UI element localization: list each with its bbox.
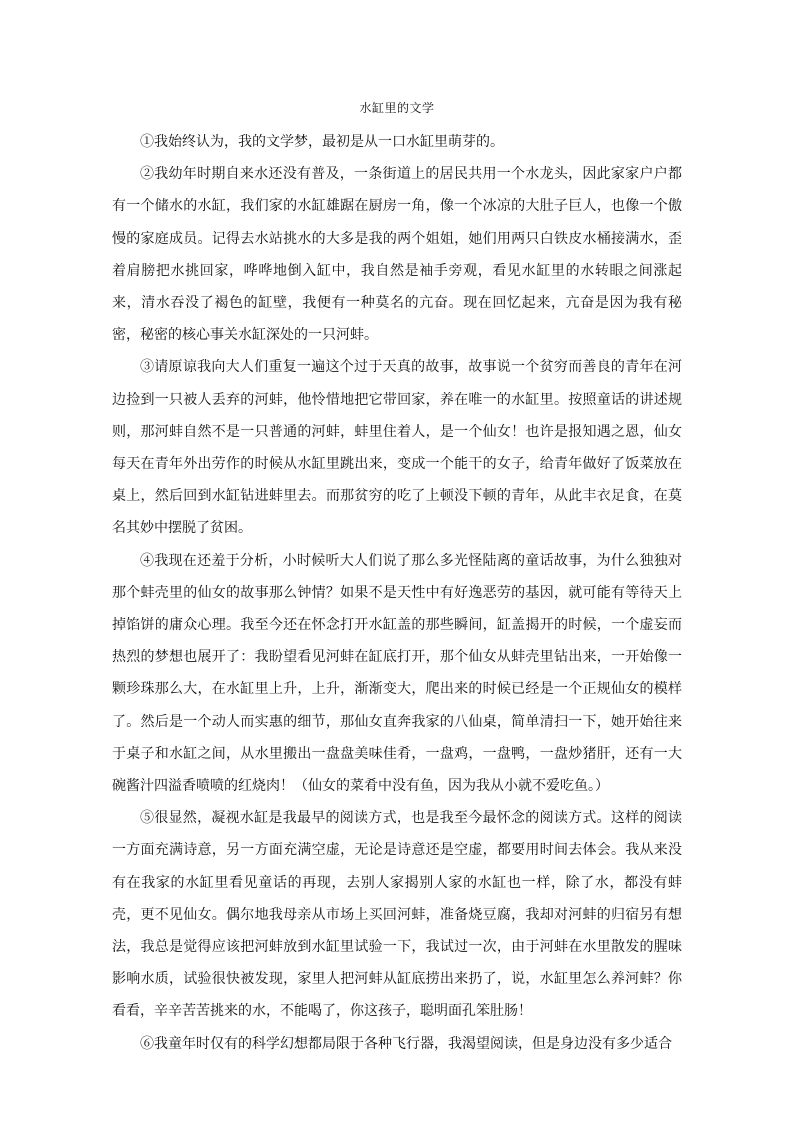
paragraph-1: ①我始终认为，我的文学梦，最初是从一口水缸里萌芽的。	[140, 134, 504, 150]
paragraph-4: ④我现在还羞于分析，小时候听大人们说了那么多光怪陆离的童话故事，为什么独独对那个蚌壳里的仙女的故事那么钟情？如果不是天性中有好逸恶劳的基因，就可能有等待天上掉馅饼的庸众心理。我至今还在怀念打开水缸盖的那些瞬间，缸盖揭开的时候，一个虚妄而热烈的梦想也展开了：我盼望看见河蚌在缸底打开，那个仙女从蚌壳里钻出来，一开始像一颗珍珠那么大，在水缸里上升，上升，渐渐变大，爬出来的时候已经是一个正规仙女的模样了。然后是一个动人而实惠的细节，那仙女直奔我家的八仙桌，简单清扫一下，她开始往来于桌子和水缸之间，从水里搬出一盘盘美味佳肴，一盘鸡，一盘鸭，一盘炒猪肝，还有一大碗酱汁四溢香喷喷的红烧肉！（仙女的菜肴中没有鱼，因为我从小就不爱吃鱼。）	[112, 552, 682, 795]
paragraph-5: ⑤很显然，凝视水缸是我最早的阅读方式，也是我至今最怀念的阅读方式。这样的阅读一方面充满诗意，另一方面充满空虚，无论是诗意还是空虚，都要用时间去体会。我从来没有在我家的水缸里看见童话的再现，去别人家揭别人家的水缸也一样，除了水，都没有蚌壳，更不见仙女。偶尔地我母亲从市场上买回河蚌，准备烧豆腐，我却对河蚌的归宿另有想法，我总是觉得应该把河蚌放到水缸里试验一下，我试过一次，由于河蚌在水里散发的腥味影响水质，试验很快被发现，家里人把河蚌从缸底捞出来扔了，说，水缸里怎么养河蚌？你看看，辛辛苦苦挑来的水，不能喝了，你这孩子，聪明面孔笨肚肠！	[112, 810, 682, 1020]
document-title: 水缸里的文学	[359, 101, 435, 115]
document-page	[112, 100, 682, 1060]
paragraph-6: ⑥我童年时仅有的科学幻想都局限于各种飞行器，我渴望阅读，但是身边没有多少适合	[140, 1035, 672, 1052]
paragraph-2: ②我幼年时期自来水还没有普及，一条街道上的居民共用一个水龙头，因此家家户户都有一个储水的水缸，我们家的水缸雄踞在厨房一角，像一个冰凉的大肚子巨人，也像一个傲慢的家庭成员。记得去水站挑水的大多是我的两个姐姐，她们用两只白铁皮水桶接满水，歪着肩膀把水挑回家，哗哗地倒入缸中，我自然是袖手旁观，看见水缸里的水转眼之间涨起来，清水吞没了褐色的缸壁，我便有一种莫名的亢奋。现在回忆起来，亢奋是因为我有秘密，秘密的核心事关水缸深处的一只河蚌。	[112, 166, 682, 344]
paragraph-3: ③请原谅我向大人们重复一遍这个过于天真的故事，故事说一个贫穷而善良的青年在河边捡到一只被人丢弃的河蚌，他怜惜地把它带回家，养在唯一的水缸里。按照童话的讲述规则，那河蚌自然不是一只普通的河蚌，蚌里住着人，是一个仙女！也许是报知遇之恩，仙女每天在青年外出劳作的时候从水缸里跳出来，变成一个能干的女子，给青年做好了饭菜放在桌上，然后回到水缸钻进蚌里去。而那贫穷的吃了上顿没下顿的青年，从此丰衣足食，在莫名其妙中摆脱了贫困。	[112, 359, 682, 537]
